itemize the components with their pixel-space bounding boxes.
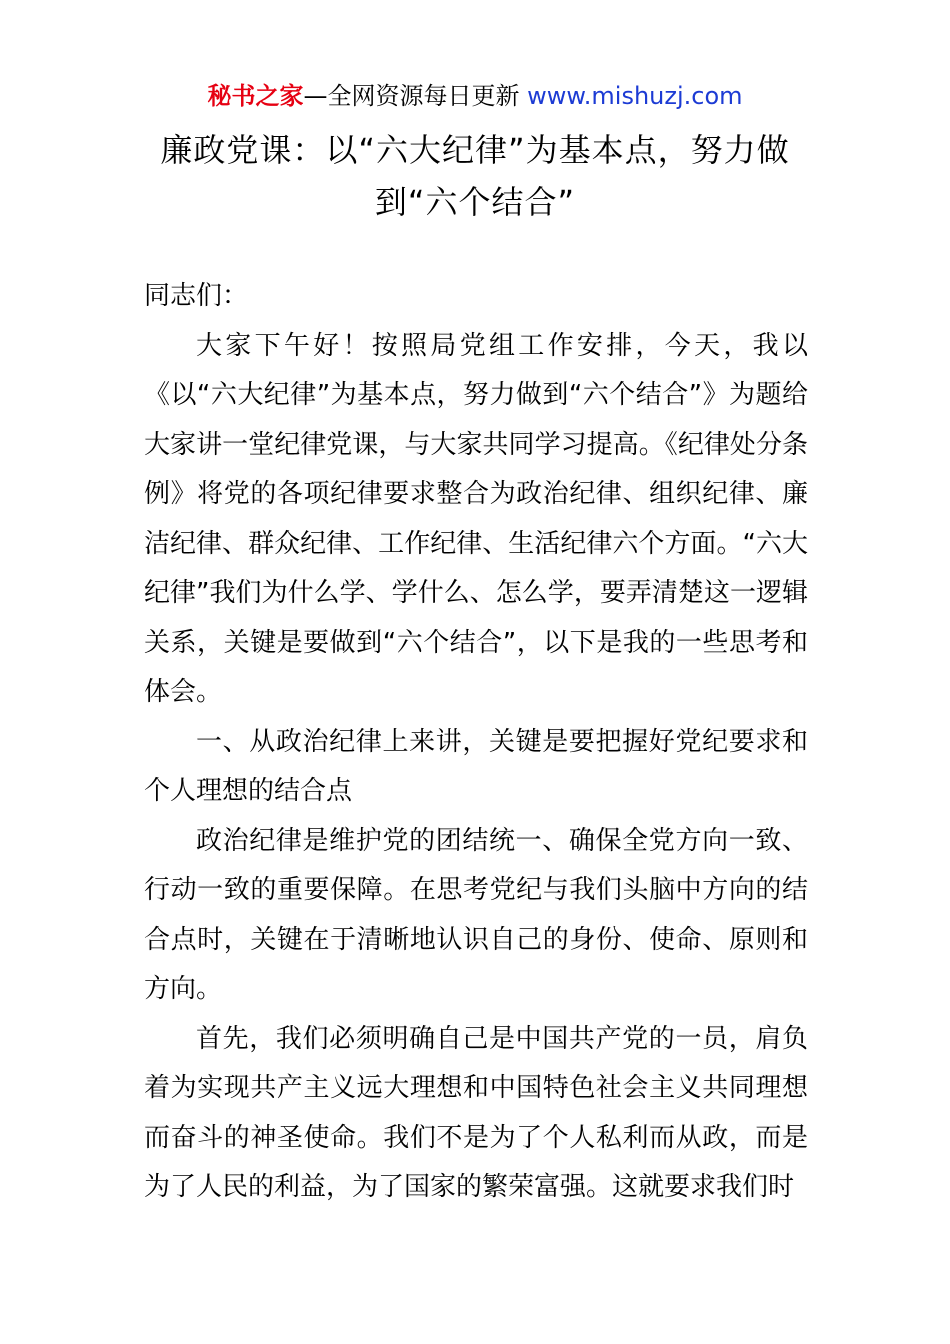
document-body [144,272,808,1213]
document-title [130,124,820,228]
paragraph-first-point: 首先，我们必须明确自己是中国共产党的一员，肩负着为实现共产主义远大理想和中国特色社会主义共同理想而奋斗的神圣使命。我们不是为了个人私利而从政，而是为了人民的利益，为了国家的繁荣富强。这就要求我们时 [144,1023,808,1202]
site-header [0,80,950,112]
title-line-2: 到“六个结合” [374,183,576,221]
section-heading-1: 一、从政治纪律上来讲，关键是要把握好党纪要求和个人理想的结合点 [144,726,808,806]
title-line-1: 廉政党课：以“六大纪律”为基本点，努力做 [160,131,790,169]
salutation: 同志们： [144,281,249,311]
site-url[interactable]: www.mishuzj.com [527,82,743,110]
site-brand: 秘书之家 [207,82,304,110]
paragraph-intro: 大家下午好！按照局党组工作安排，今天，我以《以“六大纪律”为基本点，努力做到“六个结合”》为题给大家讲一堂纪律党课，与大家共同学习提高。《纪律处分条例》将党的各项纪律要求整合为政治纪律、组织纪律、廉洁纪律、群众纪律、工作纪律、生活纪律六个方面。“六大纪律”我们为什么学、学什么、怎么学，要弄清楚这一逻辑关系，关键是要做到“六个结合”，以下是我的一些思考和体会。 [144,330,808,707]
site-tagline: —全网资源每日更新 [303,82,528,110]
paragraph-political-discipline: 政治纪律是维护党的团结统一、确保全党方向一致、行动一致的重要保障。在思考党纪与我们头脑中方向的结合点时，关键在于清晰地认识自己的身份、使命、原则和方向。 [144,825,808,1004]
